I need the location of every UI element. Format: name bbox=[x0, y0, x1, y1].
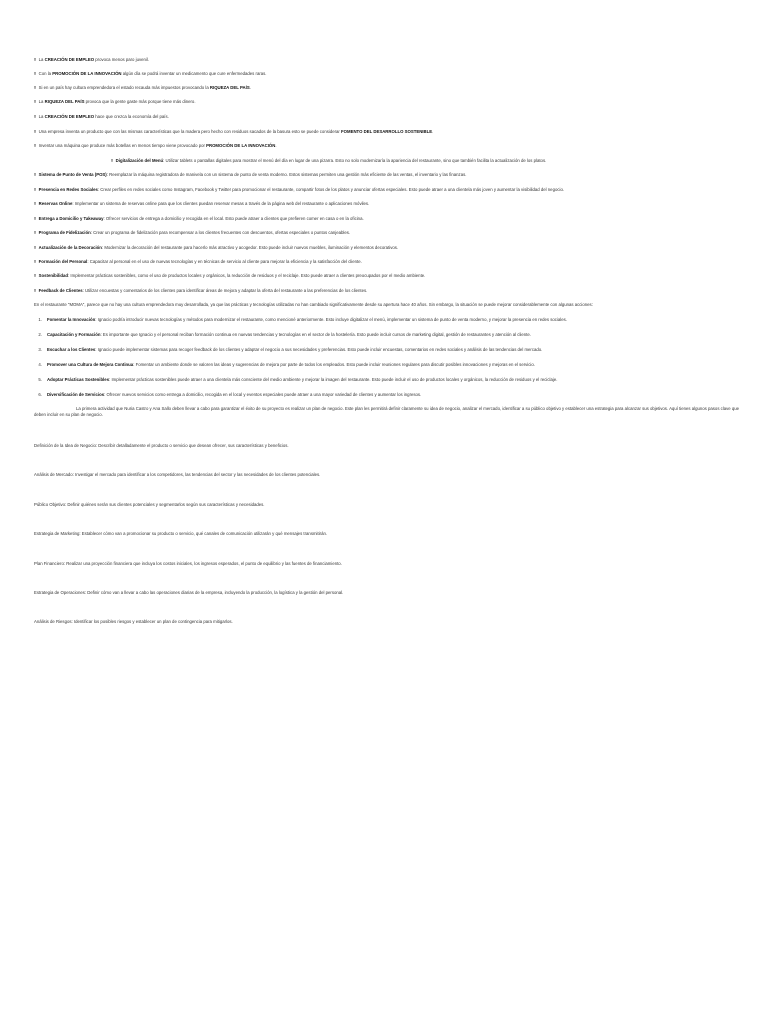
bullet-icon: ‼ bbox=[34, 114, 36, 119]
bullet-icon: ‼ bbox=[34, 216, 36, 221]
statement-line: ‼ Una empresa inventa un producto que con las mismas características que la madera pero hecho con residuos sacados de la basura esto se puede considerar FOMENTO DEL DESARROLLO SOSTENIBLE. bbox=[34, 129, 434, 134]
bullet-icon: ‼ bbox=[34, 71, 36, 76]
idea-line: ‼ Feedback de Clientes: Utilizar encuestas y comentarios de los clientes para identificar áreas de mejora y adaptar la oferta del restaurante a las preferencias de los clientes. bbox=[34, 288, 368, 293]
idea-line: ‼ Reservas Online: Implementar un sistema de reservas online para que los clientes puedan reservar mesas a través de la página web del restaurante o aplicaciones móviles. bbox=[34, 201, 370, 206]
bullet-icon: ‼ bbox=[34, 172, 36, 177]
bullet-icon: ‼ bbox=[34, 230, 36, 235]
idea-line: ‼ Presencia en Redes Sociales: Crear perfiles en redes sociales como Instagram, Facebook y Twitter para promocionar el restaurante, compartir fotos de los platos y anunciar ofertas especiales. Esto puede atraer a una clientela más joven y aumentar la visibilidad del negocio. bbox=[34, 187, 565, 192]
plan-step: Análisis de Riesgos: Identificar los posibles riesgos y establecer un plan de contingencia para mitigarlos. bbox=[34, 619, 233, 624]
plan-step: Público Objetivo: Definir quiénes serán sus clientes potenciales y segmentarlos según sus características y necesidades. bbox=[34, 502, 265, 507]
idea-line: ‼ Formación del Personal: Capacitar al personal en el uso de nuevas tecnologías y en técnicas de servicio al cliente para mejorar la eficiencia y la satisfacción del cliente. bbox=[34, 259, 362, 264]
idea-line: ‼ Sistema de Punto de Venta (POS): Reemplazar la máquina registradora de manivela con un sistema de punto de venta moderno. Estos sistemas permiten una gestión más eficiente de las ventas, el inventario y las finanzas. bbox=[34, 172, 467, 177]
bullet-icon: ‼ bbox=[34, 85, 36, 90]
statement-line: ‼ Si en un país hay cultura emprendedora el estado recauda más impuestos provocando la RIQUEZA DEL PAÍS. bbox=[34, 85, 251, 90]
action-item: 1. Fomentar la Innovación: Ignacio podría introducir nuevas tecnologías y métodos para modernizar el restaurante, como mencioné anteriormente. Esto incluye digitalizar el menú, implementar un sistema de punto de venta moderno, y mejorar la presencia en redes sociales. bbox=[38, 317, 567, 322]
bullet-icon: ‼ bbox=[34, 273, 36, 278]
action-item: 3. Escuchar a los Clientes: Ignacio puede implementar sistemas para recoger feedback de los clientes y adaptar el negocio a sus necesidades y preferencias. Esto puede incluir encuestas, comentarios en redes sociales y análisis de las tendencias del mercado. bbox=[38, 347, 543, 352]
plan-step: Análisis de Mercado: Investigar el mercado para identificar a los competidores, las tendencias del sector y las necesidades de los clientes potenciales. bbox=[34, 472, 321, 477]
plan-step: Estrategia de Operaciones: Definir cómo van a llevar a cabo las operaciones diarias de la empresa, incluyendo la producción, la logística y la gestión del personal. bbox=[34, 590, 344, 595]
bullet-icon: ‼ bbox=[34, 99, 36, 104]
statement-line: ‼ La CREACIÓN DE EMPLEO hace que crezca la economía del país. bbox=[34, 114, 169, 119]
intro-paragraph: En el restaurante "MOMA", parece que no hay una cultura emprendedora muy desarrollada, ya que las prácticas y tecnologías utilizadas no han cambiado significativamente desde su apertura hace 40 años. Sin embargo, la situación se puede mejorar considerablemente con algunas acciones: bbox=[34, 302, 593, 307]
bullet-icon: ‼ bbox=[34, 245, 36, 250]
action-item: 2. Capacitación y Formación: Es importante que Ignacio y el personal reciban formación continua en nuevas tendencias y tecnologías en el sector de la hostelería. Esto puede incluir cursos de marketing digital, gestión de restaurantes y atención al cliente. bbox=[38, 332, 531, 337]
statement-line: ‼ Inventar una máquina que produce más botellas en menos tiempo viene provocado por PROMOCIÓN DE LA INNOVACIÓN. bbox=[34, 143, 277, 148]
idea-line: ‼ Sostenibilidad: Implementar prácticas sostenibles, como el uso de productos locales y orgánicos, la reducción de residuos y el reciclaje. Esto puede atraer a clientes preocupados por el medio ambiente. bbox=[34, 273, 426, 278]
bullet-icon: ‼ bbox=[34, 143, 36, 148]
statement-line: ‼ La CREACIÓN DE EMPLEO provoca menos paro juvenil. bbox=[34, 57, 149, 62]
bullet-icon: ‼ bbox=[34, 57, 36, 62]
idea-digital-menu: ‼ Digitalización del Menú: Utilizar tablets o pantallas digitales para mostrar el menú del día en lugar de una pizarra. Esto no solo modernizaría la apariencia del restaurante, sino que también facilita la actualización de los platos. bbox=[111, 158, 547, 163]
plan-step: Estrategia de Marketing: Establecer cómo van a promocionar su producto o servicio, qué canales de comunicación utilizarán y qué mensajes transmitirán. bbox=[34, 531, 328, 536]
plan-step: Plan Financiero: Realizar una proyección financiera que incluya los costos iniciales, los ingresos esperados, el punto de equilibrio y las fuentes de financiamiento. bbox=[34, 561, 342, 566]
plan-intro-paragraph: La primera actividad que Nuria Castro y Ana Sallo deben llevar a cabo para garantizar el éxito de su proyecto es realizar un plan de negocio. Este plan les permitirá definir claramente su idea de negocio, analizar el mercado, identificar a su público objetivo y establecer una estrategia para alcanzar sus objetivos. Aquí tienes algunos pasos clave que deben incluir en su plan de negocio. bbox=[34, 406, 740, 417]
action-item: 4. Promover una Cultura de Mejora Continua: Fomentar un ambiente donde se valoren las ideas y sugerencias de mejora por parte de todos los empleados. Esto puede incluir reuniones regulares para discutir posibles innovaciones y mejoras en el servicio. bbox=[38, 362, 535, 367]
bullet-icon: ‼ bbox=[111, 158, 113, 163]
bullet-icon: ‼ bbox=[34, 201, 36, 206]
idea-line: ‼ Entrega a Domicilio y Takeaway: Ofrecer servicios de entrega a domicilio y recogida en el local. Esto puede atraer a clientes que prefieren comer en casa o en la oficina. bbox=[34, 216, 364, 221]
plan-step: Definición de la Idea de Negocio: Describir detalladamente el producto o servicio que desean ofrecer, sus características y beneficios. bbox=[34, 443, 289, 448]
action-item: 5. Adoptar Prácticas Sostenibles: Implementar prácticas sostenibles puede atraer a una clientela más consciente del medio ambiente y mejorar la imagen del restaurante. Esto puede incluir el uso de productos locales y orgánicos, la reducción de residuos y el reciclaje. bbox=[38, 377, 558, 382]
statement-line: ‼ La RIQUEZA DEL PAÍS provoca que la gente gaste más porque tiene más dinero. bbox=[34, 99, 196, 104]
action-item: 6. Diversificación de Servicios: Ofrecer nuevos servicios como entrega a domicilio, recogida en el local y eventos especiales puede atraer a una mayor variedad de clientes y aumentar los ingresos. bbox=[38, 392, 422, 397]
idea-line: ‼ Actualización de la Decoración: Modernizar la decoración del restaurante para hacerlo más atractivo y acogedor. Esto puede incluir nuevos muebles, iluminación y elementos decorativos. bbox=[34, 245, 399, 250]
idea-line: ‼ Programa de Fidelización: Crear un programa de fidelización para recompensar a los clientes frecuentes con descuentos, ofertas especiales o puntos canjeables. bbox=[34, 230, 351, 235]
bullet-icon: ‼ bbox=[34, 259, 36, 264]
bullet-icon: ‼ bbox=[34, 187, 36, 192]
bullet-icon: ‼ bbox=[34, 129, 36, 134]
bullet-icon: ‼ bbox=[34, 288, 36, 293]
statement-line: ‼ Con la PROMOCIÓN DE LA INNOVACIÓN algún día se podrá inventar un medicamento que cure enfermedades raras. bbox=[34, 71, 267, 76]
